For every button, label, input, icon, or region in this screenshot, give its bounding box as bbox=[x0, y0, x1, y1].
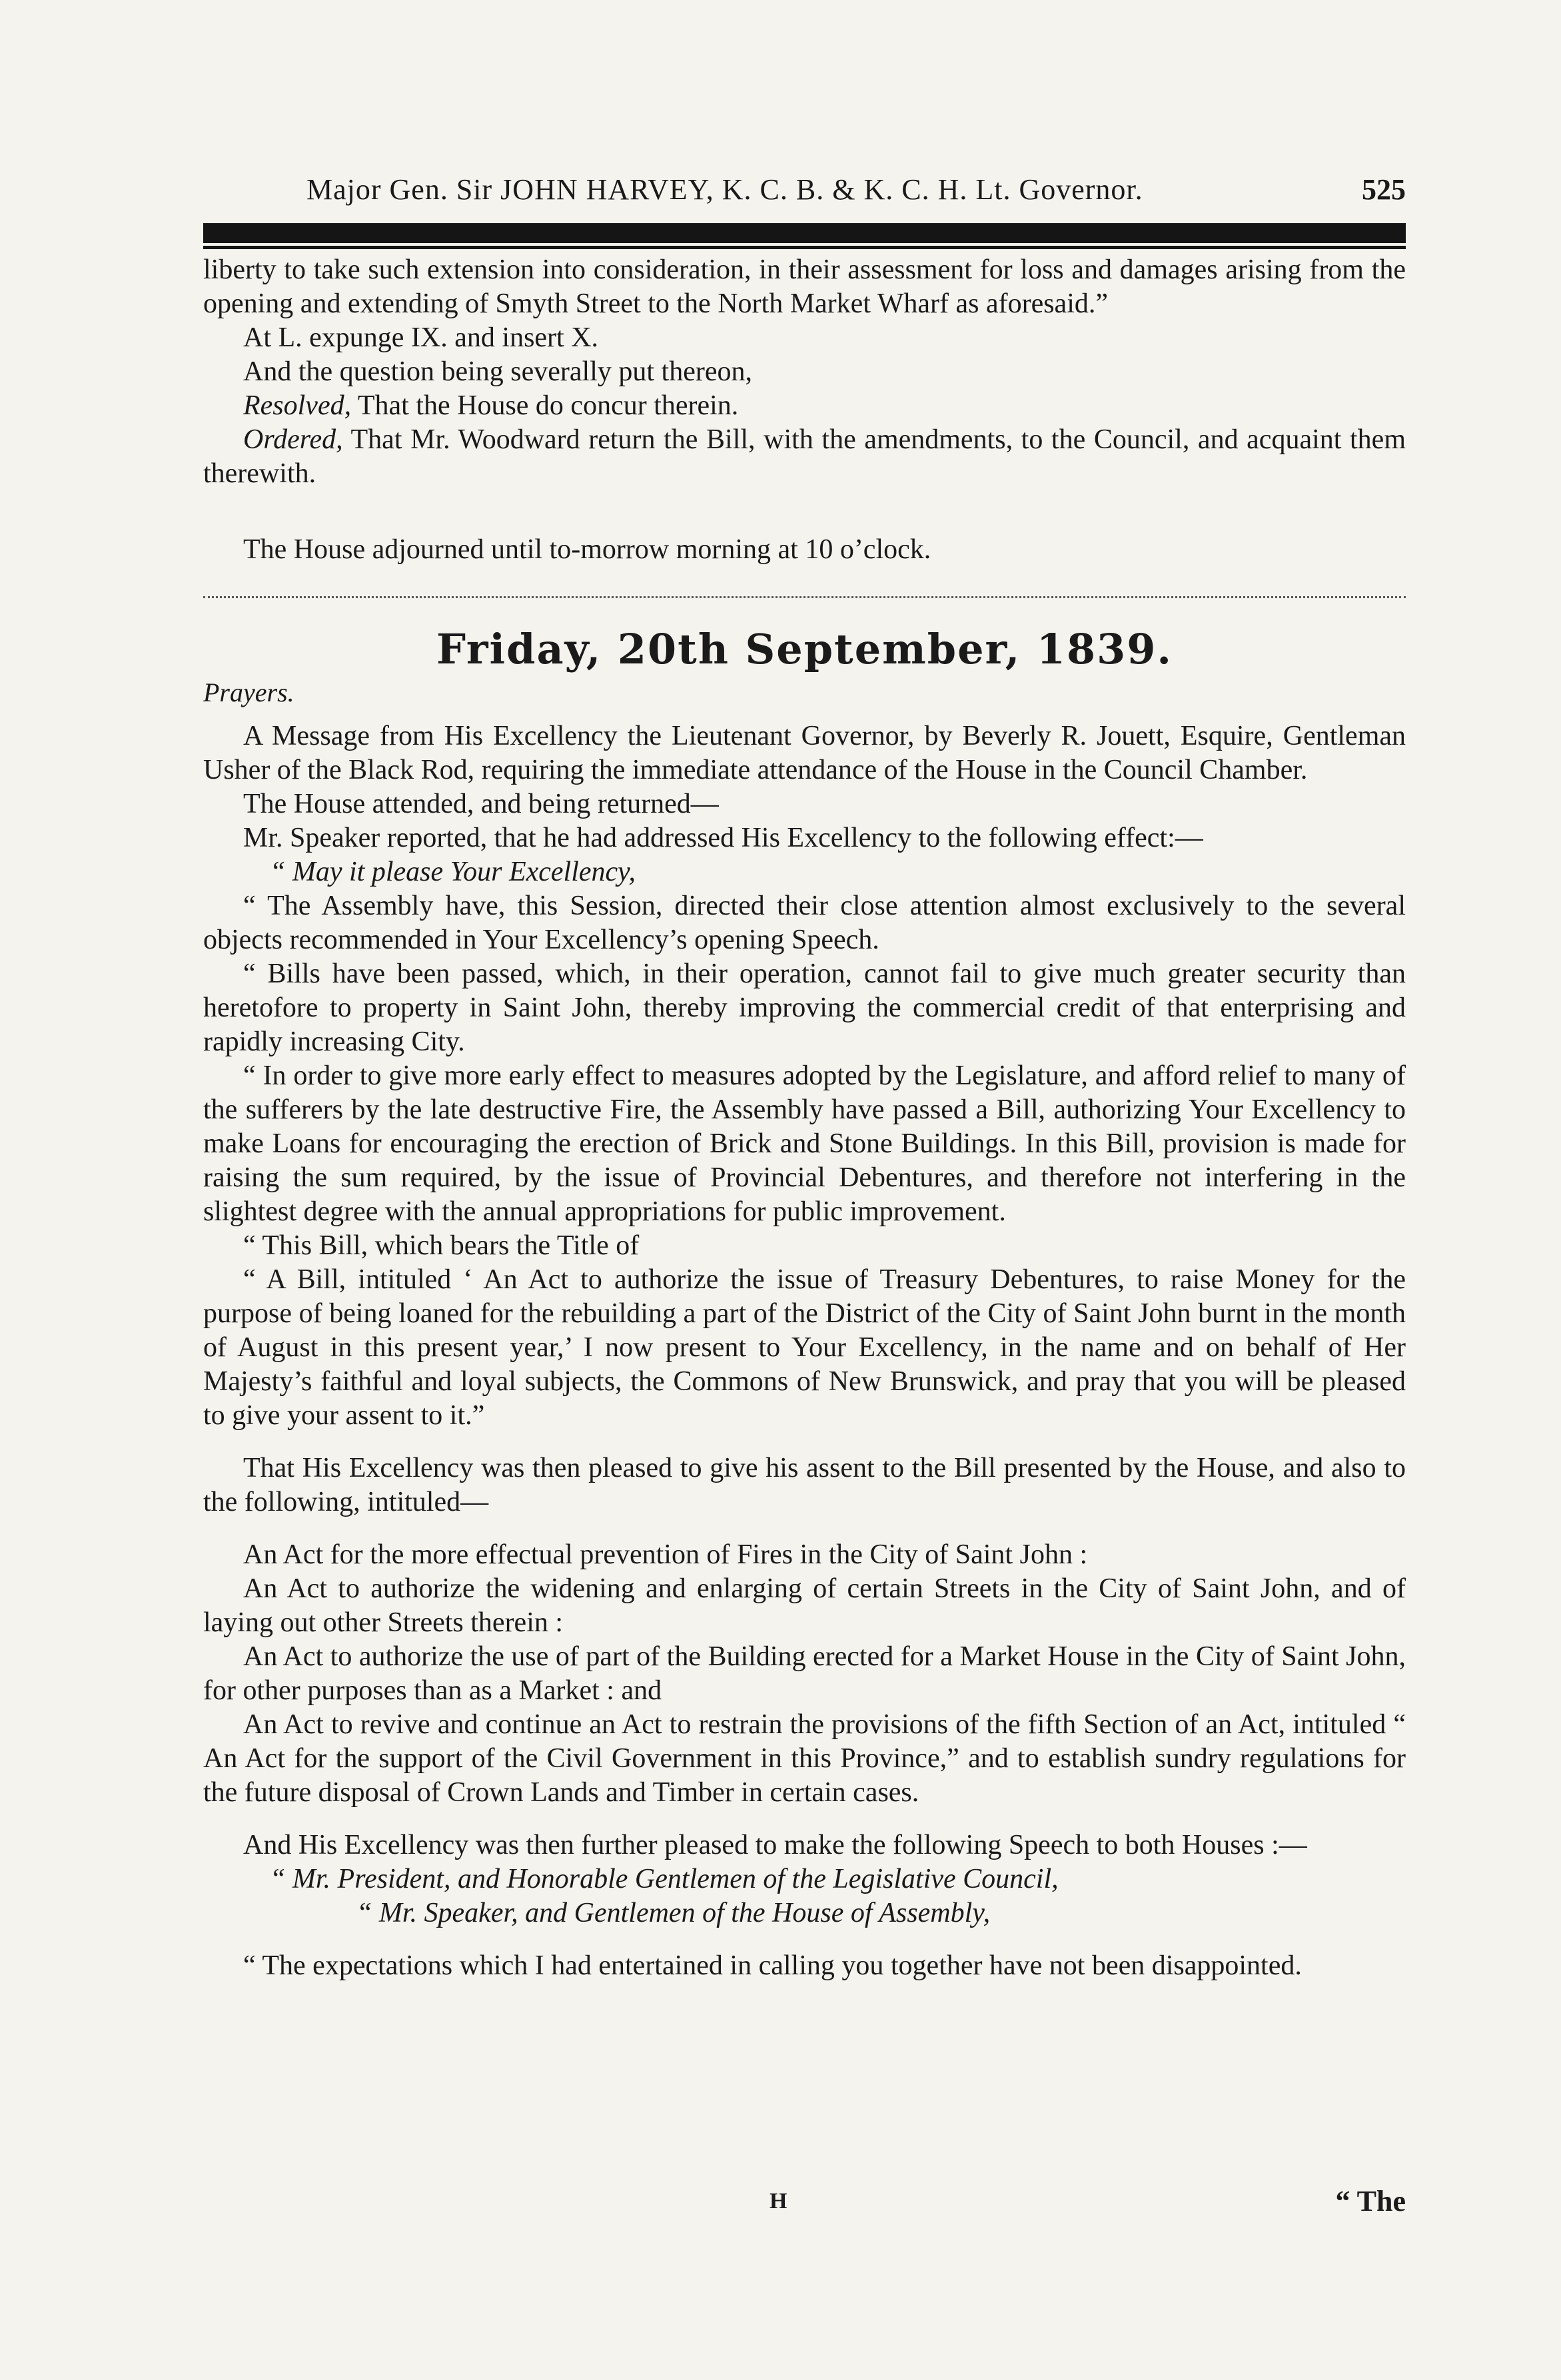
amendment-line: At L. expunge IX. and insert X. bbox=[243, 322, 599, 353]
speech-salutation-council: “ Mr. President, and Honorable Gentlemen of the Legislative Council, bbox=[270, 1864, 1059, 1894]
assent-paragraph: That His Excellency was then pleased to give his assent to the Bill presented by the House, and also to the following, intituled— bbox=[203, 1453, 1406, 1517]
speech-paragraph-1: “ The expectations which I had entertained in calling you together have not been disappointed. bbox=[243, 1950, 1302, 1981]
header-rule bbox=[203, 223, 1406, 243]
act-item-4: An Act to revive and continue an Act to restrain the provisions of the fifth Section of an Act, intituled “ An Act for the support of the Civil Government in this Province,” and to establish sundry regulations for the future disposal of Crown Lands and Timber in certain cases. bbox=[203, 1709, 1406, 1808]
act-item-2: An Act to authorize the widening and enlarging of certain Streets in the City of Saint John, and of laying out other Streets therein : bbox=[203, 1573, 1406, 1638]
prayers-label: Prayers. bbox=[203, 677, 294, 707]
page-footer bbox=[203, 2182, 1406, 2221]
section-divider bbox=[203, 596, 1406, 598]
speech-salutation-assembly: “ Mr. Speaker, and Gentlemen of the House of Assembly, bbox=[356, 1898, 991, 1928]
address-paragraph-5: “ A Bill, intituled ‘ An Act to authorize the issue of Treasury Debentures, to raise Money for the purpose of being loaned for the rebuilding a part of the District of the City of Saint John burnt in the month of August in this present year,’ I now present to Your Excellency, in the name and on behalf of Her Majesty’s faithful and loyal subjects, the Commons of New Brunswick, and pray that you will be pleased to give your assent to it.” bbox=[203, 1264, 1406, 1431]
adjournment-block bbox=[203, 533, 1406, 567]
proceedings-body bbox=[203, 719, 1406, 1983]
ordered-label: Ordered, bbox=[243, 424, 343, 455]
continuation-paragraph: liberty to take such extension into consideration, in their assessment for loss and damages arising from the opening and extending of Smyth Street to the North Market Wharf as aforesaid.” bbox=[203, 254, 1406, 319]
act-item-3: An Act to authorize the use of part of the Building erected for a Market House in the City of Saint John, for other purposes than as a Market : and bbox=[203, 1641, 1406, 1706]
ordered-text: That Mr. Woodward return the Bill, with the amendments, to the Council, and acquaint them therewith. bbox=[203, 424, 1406, 489]
address-paragraph-1: “ The Assembly have, this Session, directed their close attention almost exclusively to the several objects recommended in Your Excellency’s opening Speech. bbox=[203, 891, 1406, 955]
address-salutation: “ May it please Your Excellency, bbox=[270, 857, 636, 887]
adjournment-line: The House adjourned until to-morrow morning at 10 o’clock. bbox=[243, 534, 931, 565]
address-paragraph-3: “ In order to give more early effect to measures adopted by the Legislature, and afford relief to many of the sufferers by the late destructive Fire, the Assembly have passed a Bill, authorizing Your Excellency to make Loans for encouraging the erection of Brick and Stone Buildings. In this Bill, provision is made for raising the sum required, by the issue of Provincial Debentures, and therefore not interfering in the slightest degree with the annual appropriations for public improvement. bbox=[203, 1060, 1406, 1227]
question-line: And the question being severally put thereon, bbox=[243, 356, 752, 387]
resolved-label: Resolved, bbox=[243, 390, 352, 421]
ordered-line bbox=[203, 423, 1406, 491]
date-heading: Friday, 20th September, 1839. bbox=[436, 625, 1173, 673]
reported-paragraph: Mr. Speaker reported, that he had addressed His Excellency to the following effect:— bbox=[243, 823, 1203, 853]
act-item-1: An Act for the more effectual prevention of Fires in the City of Saint John : bbox=[243, 1539, 1088, 1570]
resolved-text: That the House do concur therein. bbox=[351, 390, 739, 421]
running-header bbox=[306, 167, 1406, 213]
address-paragraph-2: “ Bills have been passed, which, in their operation, cannot fail to give much greater security than heretofore to property in Saint John, thereby improving the commercial credit of that enterprising and rapidly increasing City. bbox=[203, 959, 1406, 1057]
page-number: 525 bbox=[1362, 173, 1406, 206]
catchword: “ The bbox=[1335, 2185, 1406, 2217]
attended-line: The House attended, and being returned— bbox=[243, 789, 719, 819]
message-paragraph: A Message from His Excellency the Lieutenant Governor, by Beverly R. Jouett, Esquire, Gentleman Usher of the Black Rod, requiring the immediate attendance of the House in the Council Chamber. bbox=[203, 721, 1406, 785]
running-title: Major Gen. Sir JOHN HARVEY, K. C. B. & K. C. H. Lt. Governor. bbox=[306, 173, 1143, 206]
speech-intro-paragraph: And His Excellency was then further pleased to make the following Speech to both Houses :— bbox=[243, 1830, 1307, 1860]
resolved-line bbox=[203, 389, 1406, 423]
signature-mark: H bbox=[770, 2189, 787, 2213]
proceedings-continued bbox=[203, 253, 1406, 491]
address-paragraph-4: “ This Bill, which bears the Title of bbox=[243, 1230, 640, 1261]
